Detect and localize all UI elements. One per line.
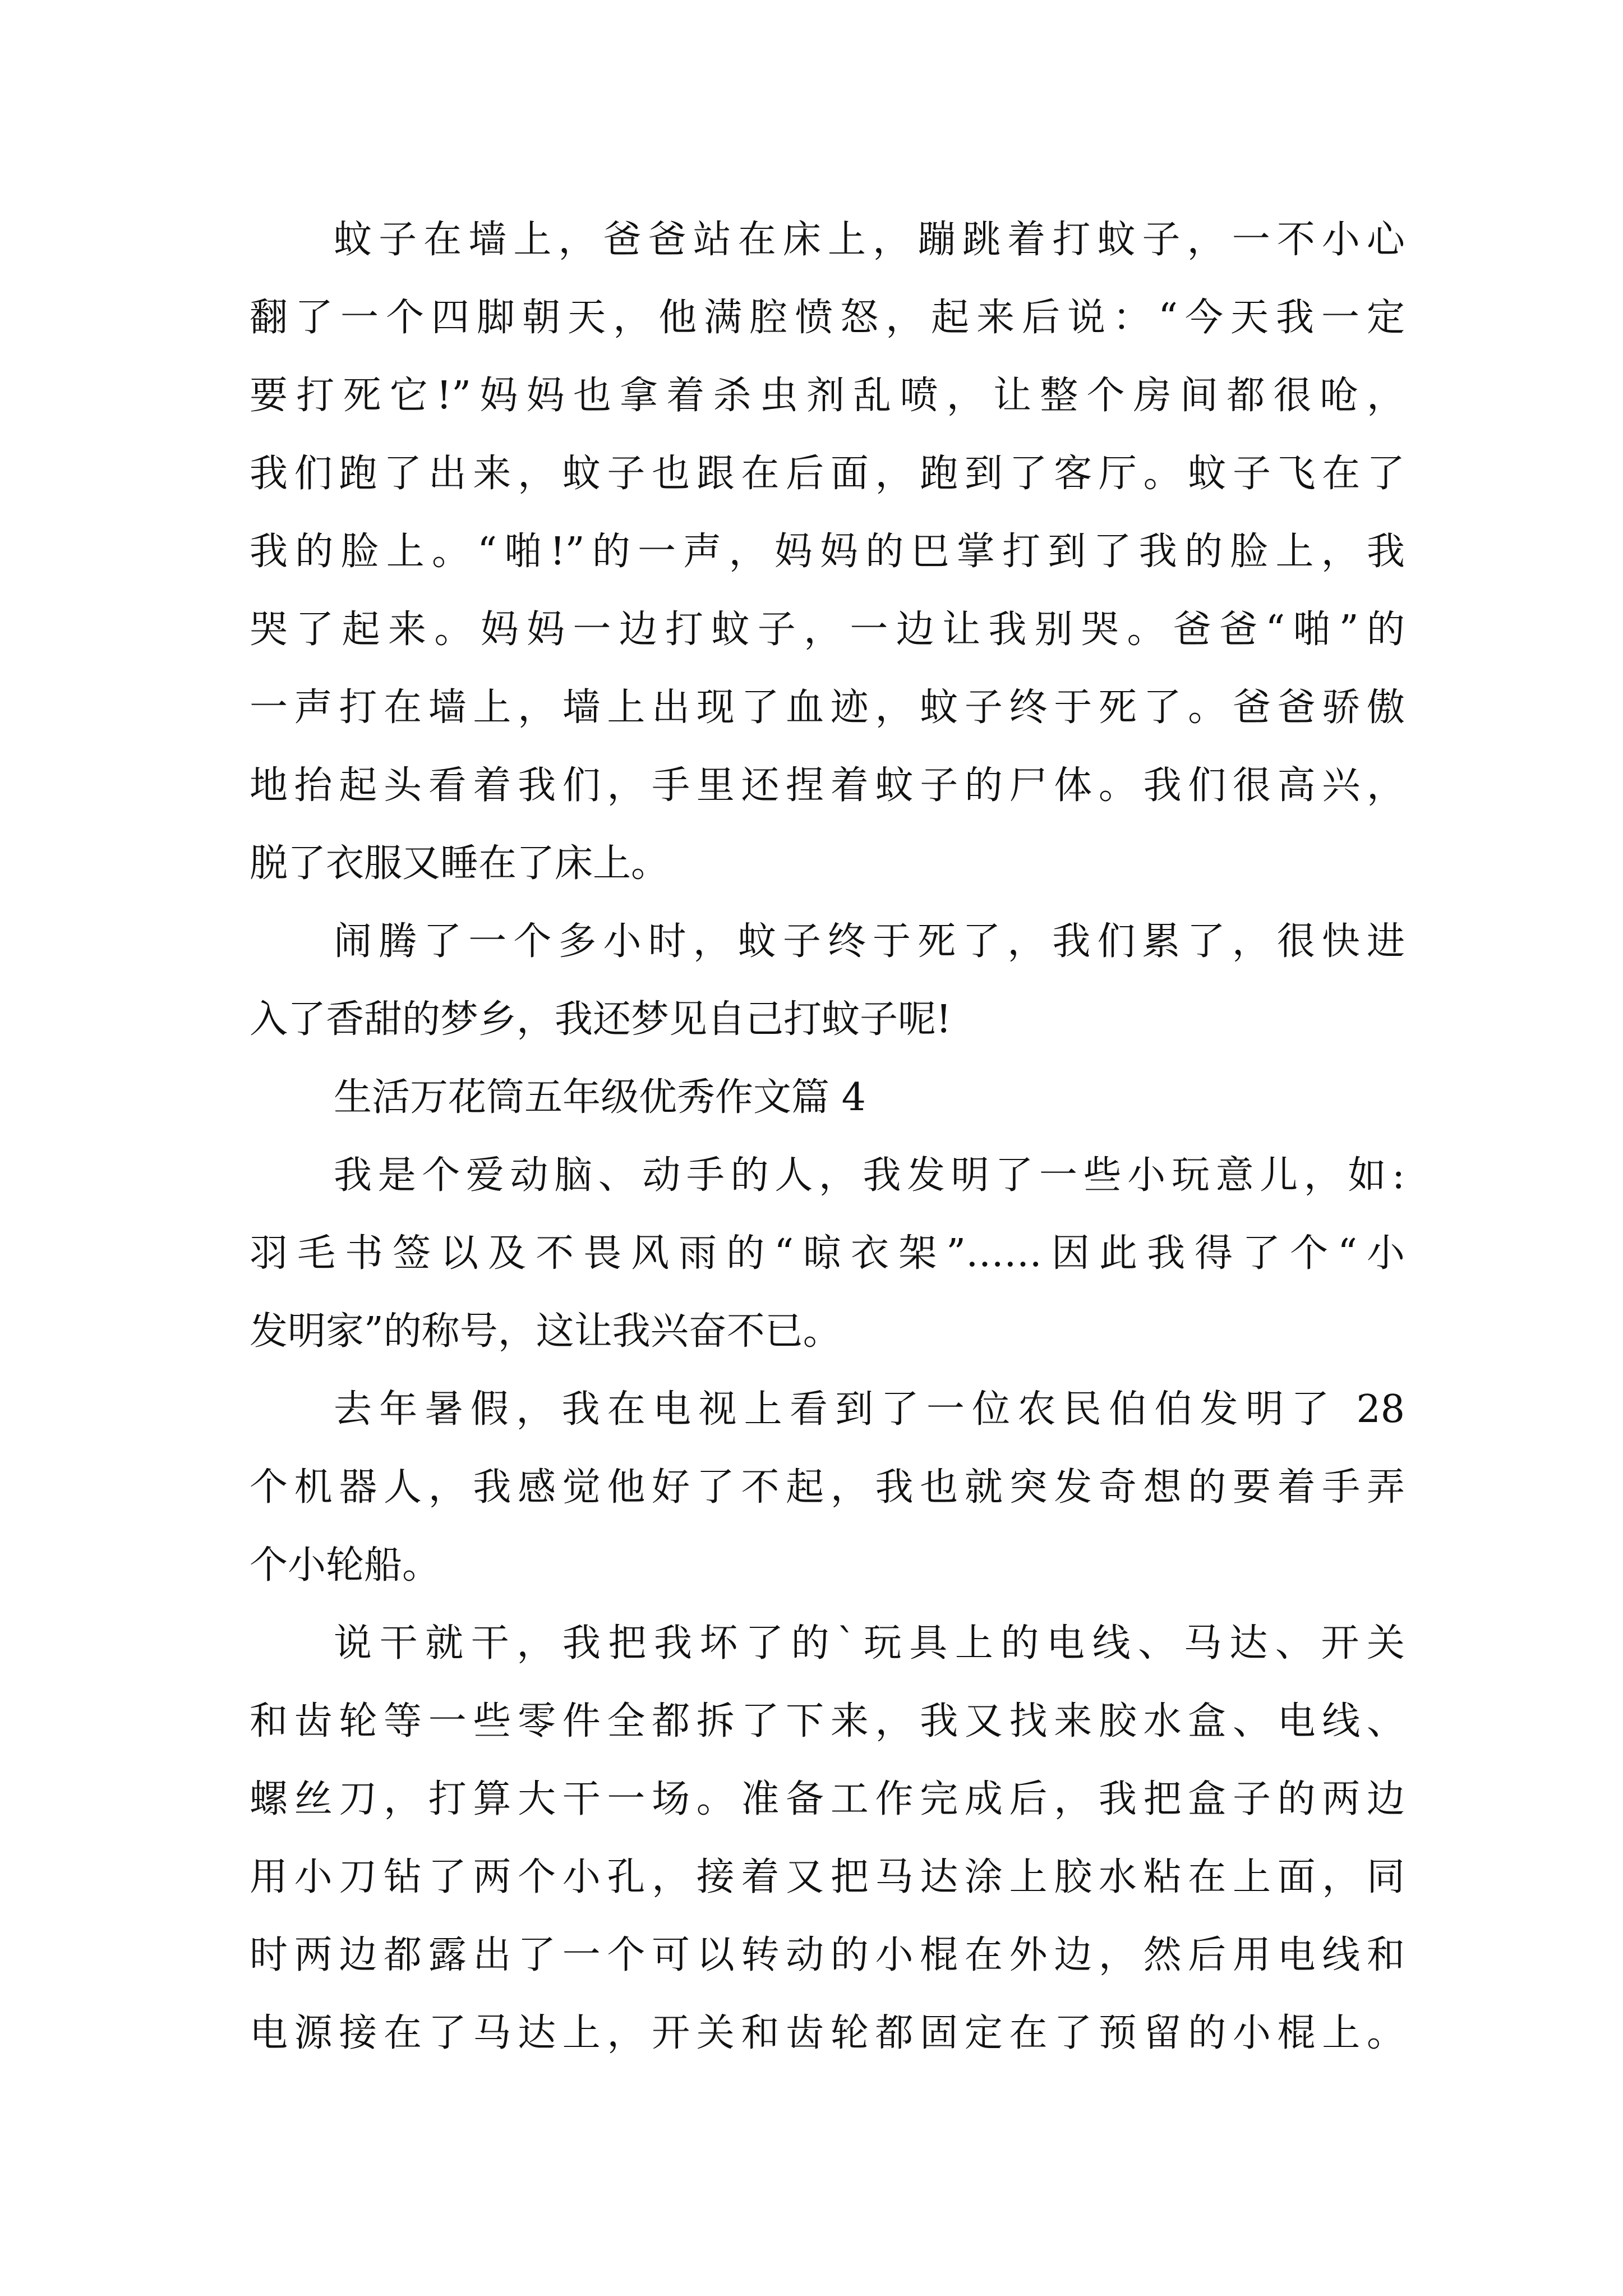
text-line: 要打死它!”妈妈也拿着杀虫剂乱喷，让整个房间都很呛， — [250, 374, 1405, 418]
text-line: 一声打在墙上，墙上出现了血迹，蚊子终于死了。爸爸骄傲 — [250, 685, 1405, 730]
text-line: 入了香甜的梦乡，我还梦见自己打蚊子呢! — [250, 997, 952, 1042]
text-line: 时两边都露出了一个可以转动的小棍在外边，然后用电线和 — [250, 1933, 1405, 1977]
text-line: 和齿轮等一些零件全都拆了下来，我又找来胶水盒、电线、 — [250, 1699, 1405, 1743]
text-line: 闹腾了一个多小时，蚊子终于死了，我们累了，很快进 — [334, 919, 1405, 964]
text-line: 羽毛书签以及不畏风雨的“晾衣架”……因此我得了个“小 — [250, 1231, 1405, 1276]
text-line: 我们跑了出来，蚊子也跟在后面，跑到了客厅。蚊子飞在了 — [250, 452, 1405, 496]
section-heading: 生活万花筒五年级优秀作文篇 4 — [334, 1075, 866, 1120]
text-line: 地抬起头看着我们，手里还捏着蚊子的尸体。我们很高兴， — [250, 763, 1405, 808]
text-line: 用小刀钻了两个小孔，接着又把马达涂上胶水粘在上面，同 — [250, 1855, 1405, 1899]
text-line: 说干就干，我把我坏了的`玩具上的电线、马达、开关 — [334, 1621, 1405, 1665]
text-line: 发明家”的称号，这让我兴奋不已。 — [250, 1309, 841, 1354]
text-line: 螺丝刀，打算大干一场。准备工作完成后，我把盒子的两边 — [250, 1777, 1405, 1821]
text-line: 脱了衣服又睡在了床上。 — [250, 841, 670, 886]
text-line: 翻了一个四脚朝天，他满腔愤怒，起来后说：“今天我一定 — [250, 296, 1405, 340]
text-line: 我是个爱动脑、动手的人，我发明了一些小玩意儿，如: — [334, 1153, 1405, 1198]
text-line: 去年暑假，我在电视上看到了一位农民伯伯发明了 28 — [334, 1387, 1405, 1432]
text-line: 哭了起来。妈妈一边打蚊子，一边让我别哭。爸爸“啪”的 — [250, 608, 1405, 652]
text-line: 我的脸上。“啪!”的一声，妈妈的巴掌打到了我的脸上，我 — [250, 530, 1405, 574]
text-line: 蚊子在墙上，爸爸站在床上，蹦跳着打蚊子，一不小心 — [334, 218, 1405, 262]
essay-body — [250, 201, 1405, 2072]
text-line: 个机器人，我感觉他好了不起，我也就突发奇想的要着手弄 — [250, 1465, 1405, 1510]
text-line: 电源接在了马达上，开关和齿轮都固定在了预留的小棍上。 — [250, 2011, 1405, 2055]
text-line: 个小轮船。 — [250, 1543, 441, 1588]
